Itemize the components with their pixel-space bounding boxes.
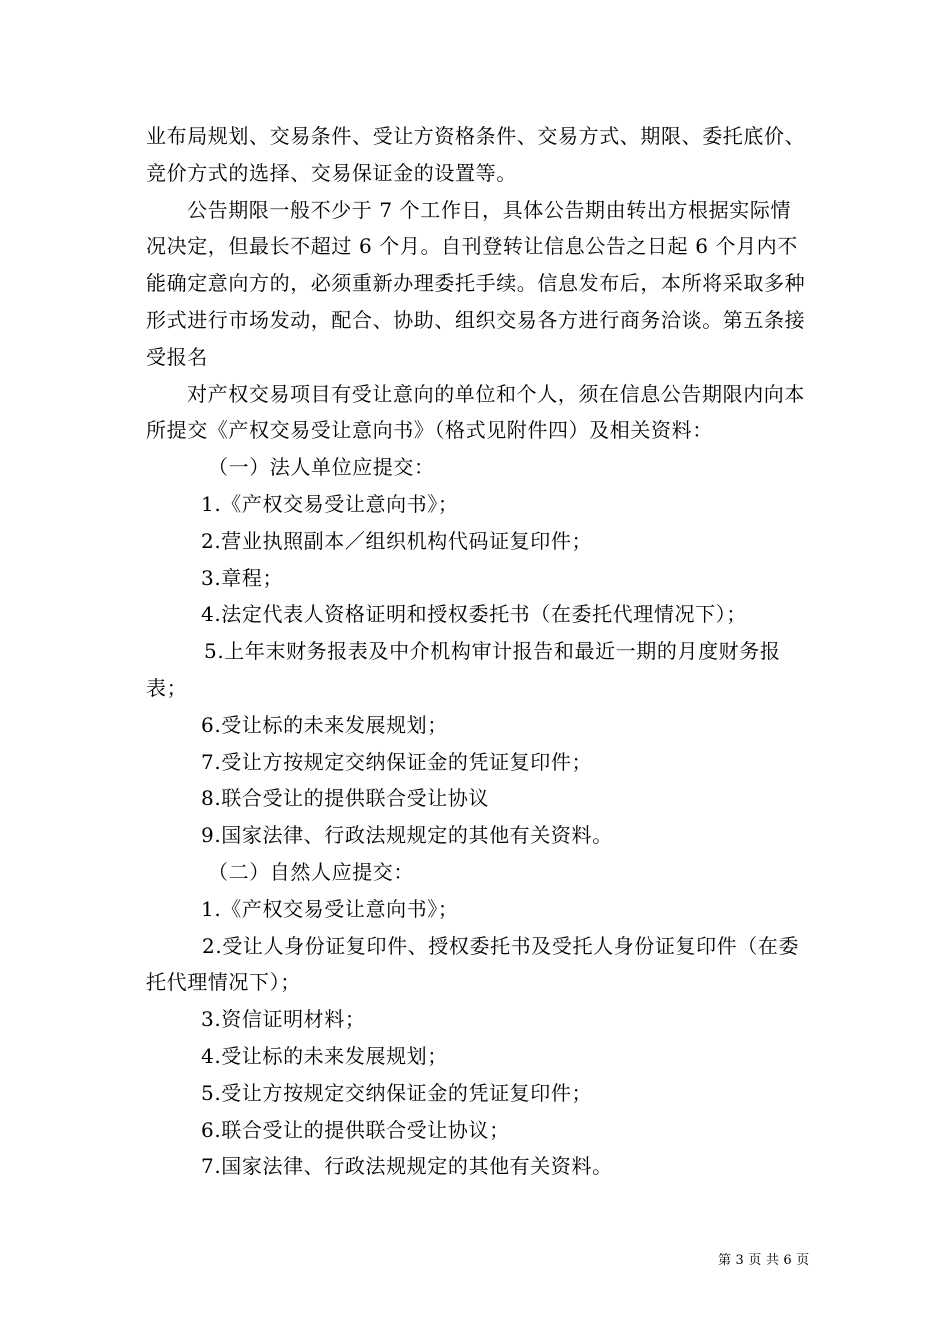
list-item: 2.营业执照副本／组织机构代码证复印件； xyxy=(201,528,593,553)
list-item: 6.受让标的未来发展规划； xyxy=(201,712,448,737)
paragraph-registration-intro: 对产权交易项目有受让意向的单位和个人，须在信息公告期限内向本所提交《产权交易受让意向书》（格式见附件四）及相关资料： xyxy=(146,381,805,443)
list-item: 4.受让标的未来发展规划； xyxy=(201,1043,448,1068)
list-item: 3.资信证明材料； xyxy=(201,1007,366,1032)
list-item: 7.受让方按规定交纳保证金的凭证复印件； xyxy=(201,749,593,774)
list-item: 4.法定代表人资格证明和授权委托书（在委托代理情况下）； xyxy=(201,602,747,627)
list-item: 1.《产权交易受让意向书》； xyxy=(201,896,459,921)
paragraph-announcement-period: 公告期限一般不少于 7 个工作日，具体公告期由转出方根据实际情况决定，但最长不超过 6 个月。自刊登转让信息公告之日起 6 个月内不能确定意向方的，必须重新办理委托手续。信息发布后，本所将采取多种形式进行市场发动，配合、协助、组织交易各方进行商务洽谈。第五条接受报名 xyxy=(146,197,806,369)
paragraph-continued: 业布局规划、交易条件、受让方资格条件、交易方式、期限、委托底价、竞价方式的选择、交易保证金的设置等。 xyxy=(146,124,806,185)
list-item: 1.《产权交易受让意向书》； xyxy=(201,491,459,516)
list-item: 8.联合受让的提供联合受让协议 xyxy=(201,786,490,811)
list-item: 5.受让方按规定交纳保证金的凭证复印件； xyxy=(201,1080,593,1105)
list-item: 5.上年末财务报表及中介机构审计报告和最近一期的月度财务报表； xyxy=(146,639,781,700)
list-item: 6.联合受让的提供联合受让协议； xyxy=(201,1117,510,1142)
section-heading-legal-entity: （一）法人单位应提交： xyxy=(208,455,435,480)
section-heading-natural-person: （二）自然人应提交： xyxy=(208,859,414,884)
list-item: 9.国家法律、行政法规规定的其他有关资料。 xyxy=(201,823,613,848)
list-item: 3.章程； xyxy=(201,565,284,590)
list-item: 7.国家法律、行政法规规定的其他有关资料。 xyxy=(201,1154,613,1179)
page-number: 第 3 页 共 6 页 xyxy=(718,1253,810,1268)
document-body xyxy=(146,118,810,1185)
list-item: 2.受让人身份证复印件、授权委托书及受托人身份证复印件（在委托代理情况下）； xyxy=(146,933,800,995)
